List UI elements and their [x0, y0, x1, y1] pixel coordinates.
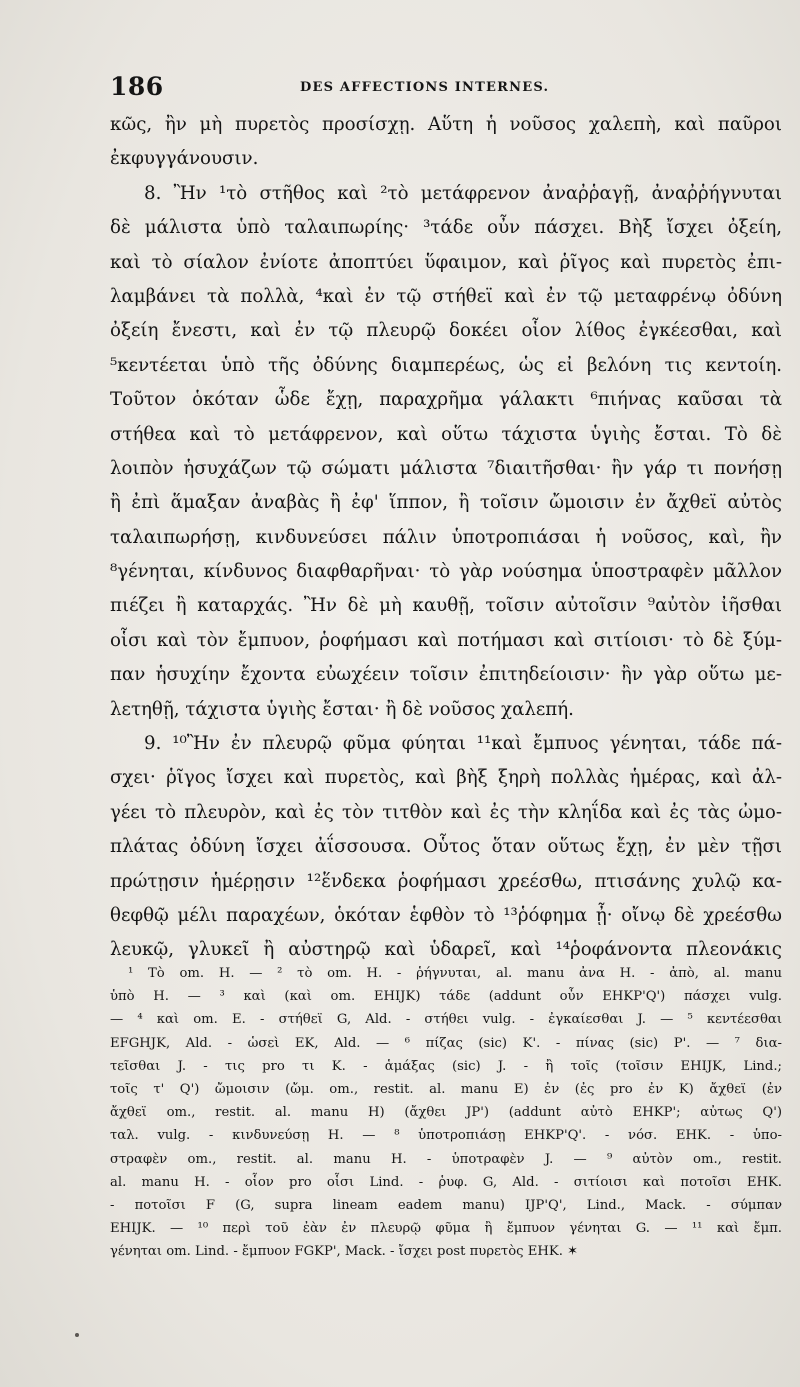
- text-line: 8. Ἢν ¹τὸ στῆθος καὶ ²τὸ μετάφρενον ἀναῤῥαγῇ, ἀναῤῥήγνυται: [144, 182, 782, 204]
- page-header: [110, 72, 780, 108]
- footnote-line: EFGHJK, Ald. - ὡσεὶ EK, Ald. — ⁶ πίζας (sic) K'. - πίνας (sic) P'. — ⁷ δια-: [110, 1035, 782, 1051]
- text-line: σχει· ῥῖγος ἴσχει καὶ πυρετὸς, καὶ βὴξ ξηρὴ πολλὰς ἡμέρας, καὶ ἀλ-: [110, 767, 782, 789]
- text-line: λοιπὸν ἡσυχάζων τῷ σώματι μάλιστα ⁷διαιτῆσθαι· ἢν γάρ τι πονήσῃ: [110, 457, 782, 479]
- text-line: δὲ μάλιστα ὑπὸ ταλαιπωρίης· ³τάδε οὖν πάσχει. Βὴξ ἴσχει ὀξείη,: [110, 217, 782, 239]
- text-line: ⁸γένηται, κίνδυνος διαφθαρῆναι· τὸ γὰρ νούσημα ὑποστραφὲν μᾶλλον: [110, 561, 782, 583]
- text-line: παν ἡσυχίην ἔχοντα εὐωχέειν τοῖσιν ἐπιτηδείοισιν· ἢν γὰρ οὕτω με-: [110, 664, 782, 686]
- footnote-line: — ⁴ καὶ om. E. - στήθεϊ G, Ald. - στήθει vulg. - ἐγκαίεσθαι J. — ⁵ κεντέεσθαι: [110, 1012, 782, 1028]
- text-line: ταλαιπωρήσῃ, κινδυνεύσει πάλιν ὑποτροπιάσαι ἡ νοῦσος, καὶ, ἢν: [110, 526, 782, 548]
- footnote-line: τεῖσθαι J. - τις pro τι K. - ἁμάξας (sic) J. - ἢ τοῖς (τοῖσιν EHIJK, Lind.;: [110, 1058, 782, 1074]
- text-line: οἷσι καὶ τὸν ἔμπυον, ῥοφήμασι καὶ ποτήμασι καὶ σιτίοισι· τὸ δὲ ξύμ-: [110, 629, 782, 651]
- footnote-line: ταλ. vulg. - κινδυνεύσῃ H. — ⁸ ὑποτροπιάσῃ EHKP'Q'. - νόσ. EHK. - ὑπο-: [110, 1128, 782, 1144]
- footnote-line: στραφὲν om., restit. al. manu H. - ὑποτραφὲν J. — ⁹ αὐτὸν om., restit.: [110, 1151, 782, 1167]
- text-line: 9. ¹⁰Ἢν ἐν πλευρῷ φῦμα φύηται ¹¹καὶ ἔμπυος γένηται, τάδε πά-: [144, 733, 782, 755]
- text-line: πιέζει ἢ καταρχάς. Ἢν δὲ μὴ καυθῇ, τοῖσιν αὐτοῖσιν ⁹αὐτὸν ἰῆσθαι: [110, 595, 782, 617]
- text-line: ⁵κεντέεται ὑπὸ τῆς ὀδύνης διαμπερέως, ὡς εἰ βελόνη τις κεντοίη.: [110, 354, 782, 376]
- text-line: ἐκφυγγάνουσιν.: [110, 148, 259, 170]
- text-line: θεφθῷ μέλι παραχέων, ὁκόταν ἑφθὸν τὸ ¹³ῥόφημα ᾖ· οἴνῳ δὲ χρεέσθω: [110, 904, 782, 926]
- text-line: ὀξείη ἔνεστι, καὶ ἐν τῷ πλευρῷ δοκέει οἷον λίθος ἐγκέεσθαι, καὶ: [110, 320, 782, 342]
- footnote-line: ἄχθεϊ om., restit. al. manu H) (ἄχθει JP') (addunt αὐτὸ EHKP'; αὐτως Q'): [110, 1105, 782, 1121]
- text-line: λευκῷ, γλυκεῖ ἢ αὐστηρῷ καὶ ὑδαρεῖ, καὶ ¹⁴ῥοφάνοντα πλεονάκις: [110, 939, 782, 961]
- text-line: Τοῦτον ὁκόταν ὧδε ἔχῃ, παραχρῆμα γάλακτι ⁶πιήνας καῦσαι τὰ: [110, 389, 782, 411]
- text-line: κῶς, ἢν μὴ πυρετὸς προσίσχῃ. Αὕτη ἡ νοῦσος χαλεπὴ, καὶ παῦροι: [110, 114, 782, 135]
- footnote-line: EHIJK. — ¹⁰ περὶ τοῦ ἐὰν ἐν πλευρῷ φῦμα ἢ ἔμπυον γένηται G. — ¹¹ καὶ ἔμπ.: [110, 1221, 782, 1237]
- print-speck: [75, 1333, 79, 1337]
- footnote-line: al. manu H. - οἷον pro οἷσι Lind. - ῥυφ. G, Ald. - σιτίοισι καὶ ποτοῖσι EHK.: [110, 1174, 782, 1190]
- text-line: λαμβάνει τὰ πολλὰ, ⁴καὶ ἐν τῷ στήθεϊ καὶ ἐν τῷ μεταφρένῳ ὀδύνη: [110, 285, 782, 307]
- footnote-line: ὑπὸ H. — ³ καὶ (καὶ om. EHIJK) τάδε (addunt οὖν EHKP'Q') πάσχει vulg.: [110, 989, 782, 1005]
- footnote-line: γένηται om. Lind. - ἔμπυον FGKP', Mack. - ἴσχει post πυρετὸς EHK. ✶: [110, 1244, 579, 1260]
- text-line: λετηθῇ, τάχιστα ὑγιὴς ἔσται· ἢ δὲ νοῦσος χαλεπή.: [110, 698, 574, 720]
- footnotes: [110, 962, 782, 1263]
- text-line: γέει τὸ πλευρὸν, καὶ ἐς τὸν τιτθὸν καὶ ἐς τὴν κληΐδα καὶ ἐς τὰς ὠμο-: [110, 801, 782, 823]
- main-text: [110, 108, 782, 968]
- text-line: ἢ ἐπὶ ἅμαξαν ἀναβὰς ἢ ἐφ' ἵππον, ἢ τοῖσιν ὤμοισιν ἐν ἄχθεϊ αὐτὸς: [110, 492, 782, 514]
- text-line: πρώτῃσιν ἡμέρῃσιν ¹²ἕνδεκα ῥοφήμασι χρεέσθω, πτισάνης χυλῷ κα-: [110, 870, 782, 892]
- text-line: στήθεα καὶ τὸ μετάφρενον, καὶ οὕτω τάχιστα ὑγιὴς ἔσται. Τὸ δὲ: [110, 423, 782, 445]
- footnote-line: τοῖς τ' Q') ὤμοισιν (ὤμ. om., restit. al. manu E) ἐν (ἐς pro ἐν K) ἄχθεϊ (ἐν: [110, 1081, 782, 1097]
- page-number: 186: [110, 72, 164, 101]
- text-line: καὶ τὸ σίαλον ἐνίοτε ἀποπτύει ὕφαιμον, καὶ ῥῖγος καὶ πυρετὸς ἐπι-: [110, 251, 782, 273]
- footnote-line: ¹ Τὸ om. H. — ² τὸ om. H. - ῥήγνυται, al. manu ἀνα H. - ἀπὸ, al. manu: [128, 966, 782, 981]
- running-title: DES AFFECTIONS INTERNES.: [300, 80, 550, 95]
- text-line: πλάτας ὀδύνη ἴσχει ἀΐσσουσα. Οὗτος ὅταν οὕτως ἔχῃ, ἐν μὲν τῇσι: [110, 836, 782, 858]
- footnote-line: - ποτοῖσι F (G, supra lineam eadem manu) IJP'Q', Lind., Mack. - σύμπαν: [110, 1197, 782, 1213]
